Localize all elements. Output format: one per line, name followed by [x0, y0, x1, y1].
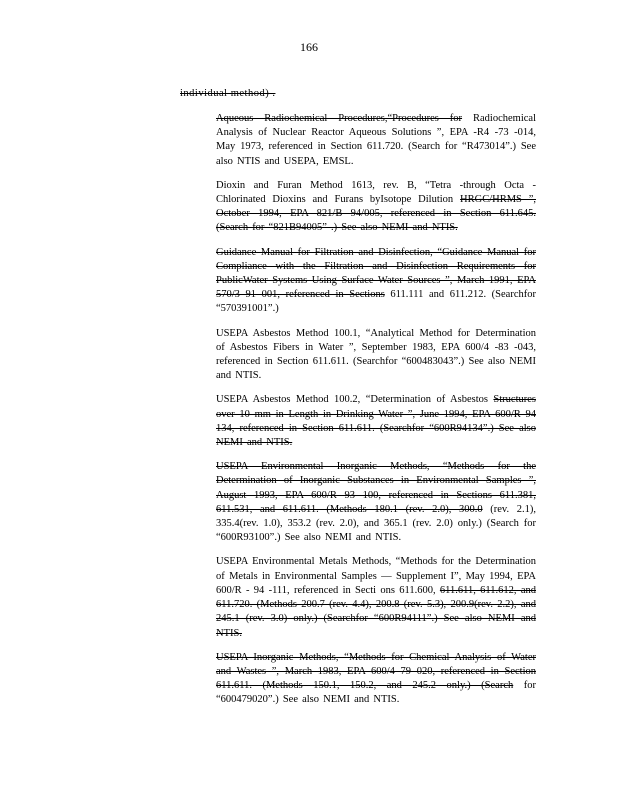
reference-entry [216, 327, 536, 384]
deleted-text: Aqueous Radiochemical Procedures,“Procedures for [216, 113, 463, 124]
deleted-text: Guidance Manual for Filtration and Disinfection, “Guidance Manual for Compliance with the Filtration and Disinfection Requirements for PublicWater Systems Using Surface Water Sources ”, March 1991, EPA 570/3 91 001, referenced in Sections [216, 246, 536, 301]
reference-entry [216, 112, 536, 169]
reference-entry [216, 393, 536, 450]
page-number: 166 [300, 40, 318, 54]
reference-entry [216, 460, 536, 545]
entry-text: for “600479020”.) See also NEMI and NTIS. [216, 680, 536, 706]
deleted-text: 611.611, 611.612, and 611.720. (Methods 200.7 (rev. 4.4), 200.8 (rev. 5.3), 200.9(rev. 2.2), and 245.1 (rev. 3.0) only.) (Searchfor “600R94111”.) See also NEMI and NTIS. [216, 584, 536, 639]
reference-entry [216, 179, 536, 236]
entry-text: USEPA Asbestos Method 100.2, “Determination of Asbestos [216, 394, 494, 406]
entry-text: Radiochemical Analysis of Nuclear Reactor Aqueous Solutions ”, EPA -R4 -73 -014, May 1973, referenced in Section 611.720. (Search for “R473014”.) See also NTIS and USEPA, EMSL. [216, 113, 536, 167]
reference-entry [216, 651, 536, 708]
reference-entry [216, 246, 536, 317]
deleted-text: HRGC/HRMS ”, October 1994, EPA 821/B 94/005, referenced in Section 611.645. (Search for “821B94005” .) See also NEMI and NTIS. [216, 194, 537, 234]
deleted-text: Structures over 10 mm in Length in Drinking Water ”, June 1994, EPA 600/R 94 134, referenced in Section 611.611. (Searchfor “600R94134”.) See also NEMI and NTIS. [216, 394, 536, 449]
reference-list [216, 112, 536, 718]
section-heading: individual method) . [180, 88, 276, 99]
deleted-text: USEPA Environmental Inorganic Methods, “Methods for the Determination of Inorganic Substances in Environmental Samples ”, August 1993, EPA 600/R 93 100, referenced in Sections 611.381, 611.531, and 611.611. (Methods 180.1 (rev. 2.0), 300.0 [216, 461, 536, 515]
deleted-text: USEPA Inorganic Methods, “Methods for Chemical Analysis of Water and Wastes ”, March 1983, EPA 600/4 79 020, referenced in Section 611.611. (Methods 150.1, 150.2, and 245.2 only.) (Search [216, 651, 536, 692]
reference-entry [216, 555, 536, 640]
entry-text: USEPA Environmental Metals Methods, “Methods for the Determination of Metals in Environmental Samples — Supplement I”, May 1994, EPA 600/R - 94 -111, referenced in Secti ons 611.600, [216, 556, 536, 596]
entry-text: 611.111 and 611.212. (Searchfor “570391001”.) [216, 289, 536, 315]
entry-text: USEPA Asbestos Method 100.1, “Analytical Method for Determination of Asbestos Fibers in Water ”, September 1983, EPA 600/4 -83 -043, referenced in Section 611.611. (Searchfor “600483043”.) See also NEMI and NTIS. [216, 327, 536, 382]
entry-text: (rev. 2.1), 335.4(rev. 1.0), 353.2 (rev. 2.0), and 365.1 (rev. 2.0) only.) (Search for “600R93100”.) See also NEMI and NTIS. [216, 503, 536, 544]
entry-text: Dioxin and Furan Method 1613, rev. B, “Tetra -through Octa - Chlorinated Dioxins and Furans byIsotope Dilution [216, 179, 536, 206]
